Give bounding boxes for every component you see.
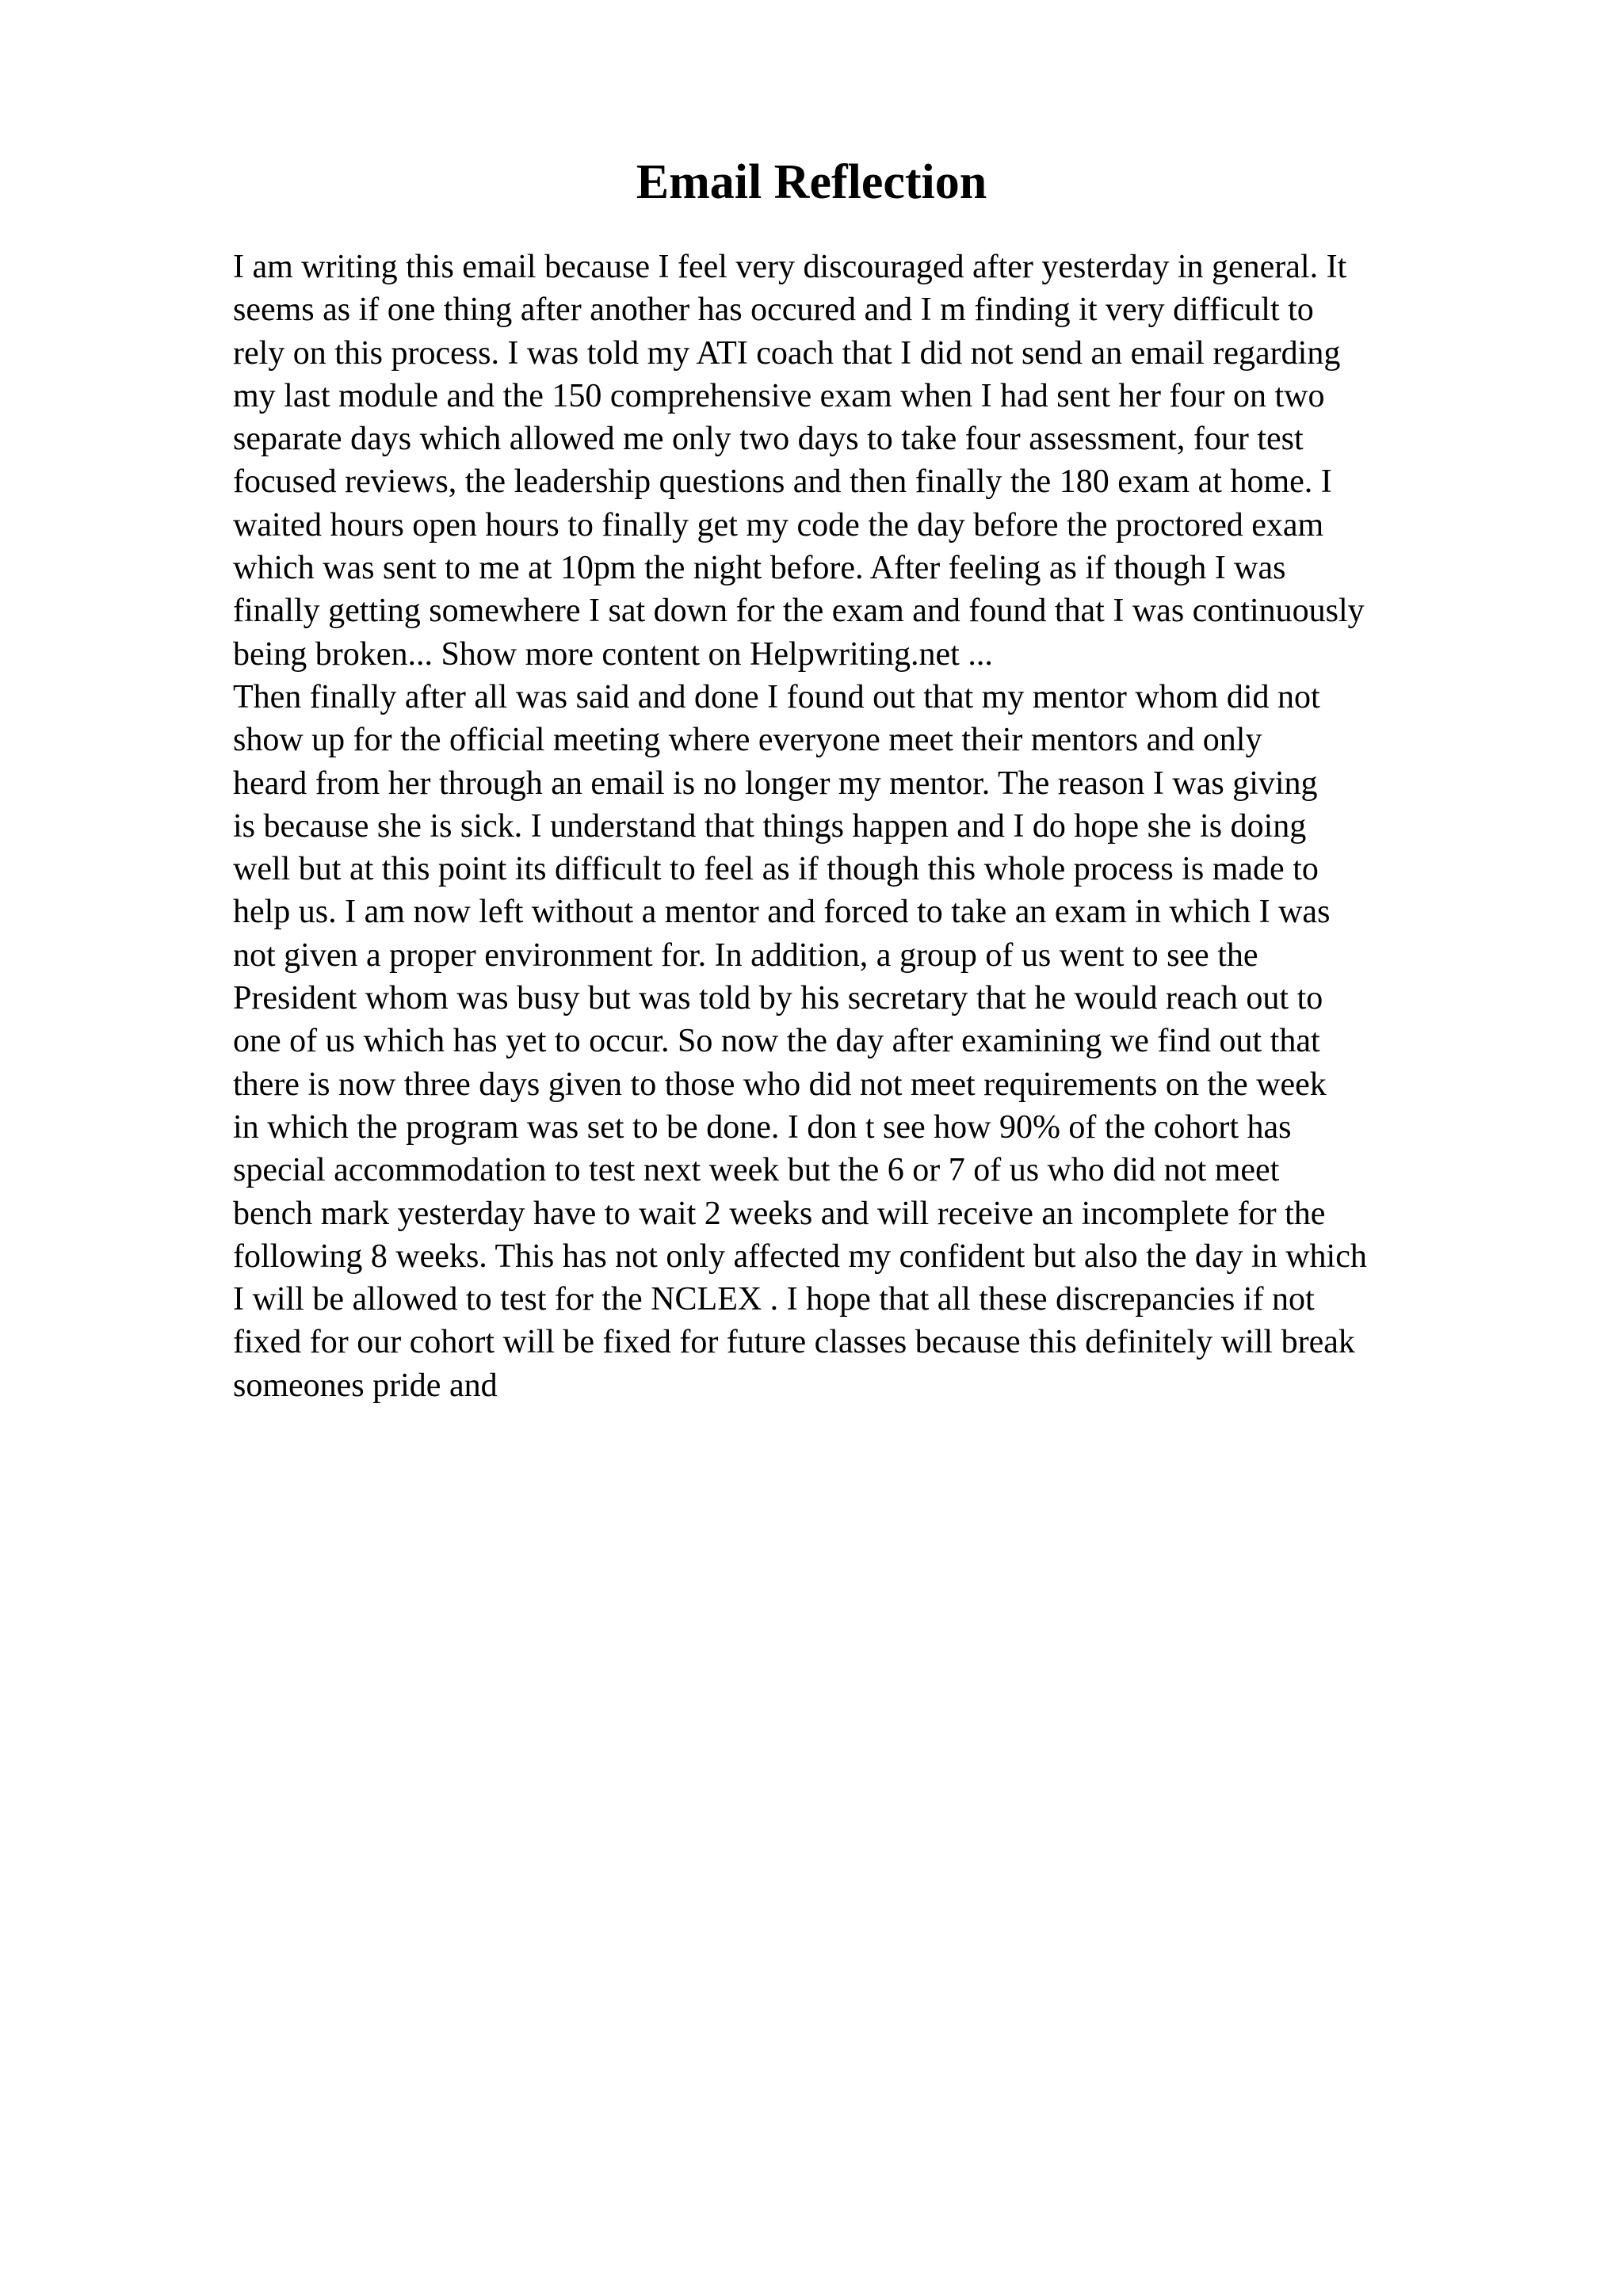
body-line: someones pride and [233,1367,498,1404]
body-line: not given a proper environment for. In addition, a group of us went to see the [233,936,1258,974]
body-line: one of us which has yet to occur. So now the day after examining we find out that [233,1023,1320,1060]
body-line: waited hours open hours to finally get my code the day before the proctored exam [233,506,1324,543]
body-line: fixed for our cohort will be fixed for future classes because this definitely will break [233,1324,1355,1361]
document-body [233,246,1517,1407]
body-line: rely on this process. I was told my ATI coach that I did not send an email regarding [233,334,1341,372]
body-line: focused reviews, the leadership questions and then finally the 180 exam at home. I [233,463,1332,501]
body-line: following 8 weeks. This has not only affected my confident but also the day in which [233,1238,1367,1275]
body-line: seems as if one thing after another has occured and I m finding it very difficult to [233,292,1314,329]
body-line: special accommodation to test next week but the 6 or 7 of us who did not meet [233,1152,1280,1189]
body-line: which was sent to me at 10pm the night before. After feeling as if though I was [233,550,1286,587]
body-line: there is now three days given to those who did not meet requirements on the week [233,1066,1327,1103]
body-line: show up for the official meeting where everyone meet their mentors and only [233,722,1262,759]
body-line: heard from her through an email is no longer my mentor. The reason I was giving [233,765,1318,802]
body-line: bench mark yesterday have to wait 2 weeks and will receive an incomplete for the [233,1195,1326,1232]
document-title: Email Reflection [636,155,987,209]
body-line: I am writing this email because I feel very discouraged after yesterday in general. It [233,249,1347,285]
body-line: finally getting somewhere I sat down for the exam and found that I was continuously [233,593,1365,630]
body-line: being broken... Show more content on Helpwriting.net ... [233,635,993,673]
body-line: separate days which allowed me only two days to take four assessment, four test [233,421,1304,458]
body-line: Then finally after all was said and done I found out that my mentor whom did not [233,678,1320,715]
body-line: my last module and the 150 comprehensive exam when I had sent her four on two [233,377,1325,414]
body-line: President whom was busy but was told by his secretary that he would reach out to [233,980,1323,1017]
body-line: in which the program was set to be done. I don t see how 90% of the cohort has [233,1108,1292,1146]
body-line: is because she is sick. I understand that things happen and I do hope she is doing [233,807,1307,845]
body-line: well but at this point its difficult to feel as if though this whole process is made to [233,851,1319,888]
body-line: I will be allowed to test for the NCLEX . I hope that all these discrepancies if not [233,1281,1315,1318]
body-line: help us. I am now left without a mentor and forced to take an exam in which I was [233,894,1331,931]
